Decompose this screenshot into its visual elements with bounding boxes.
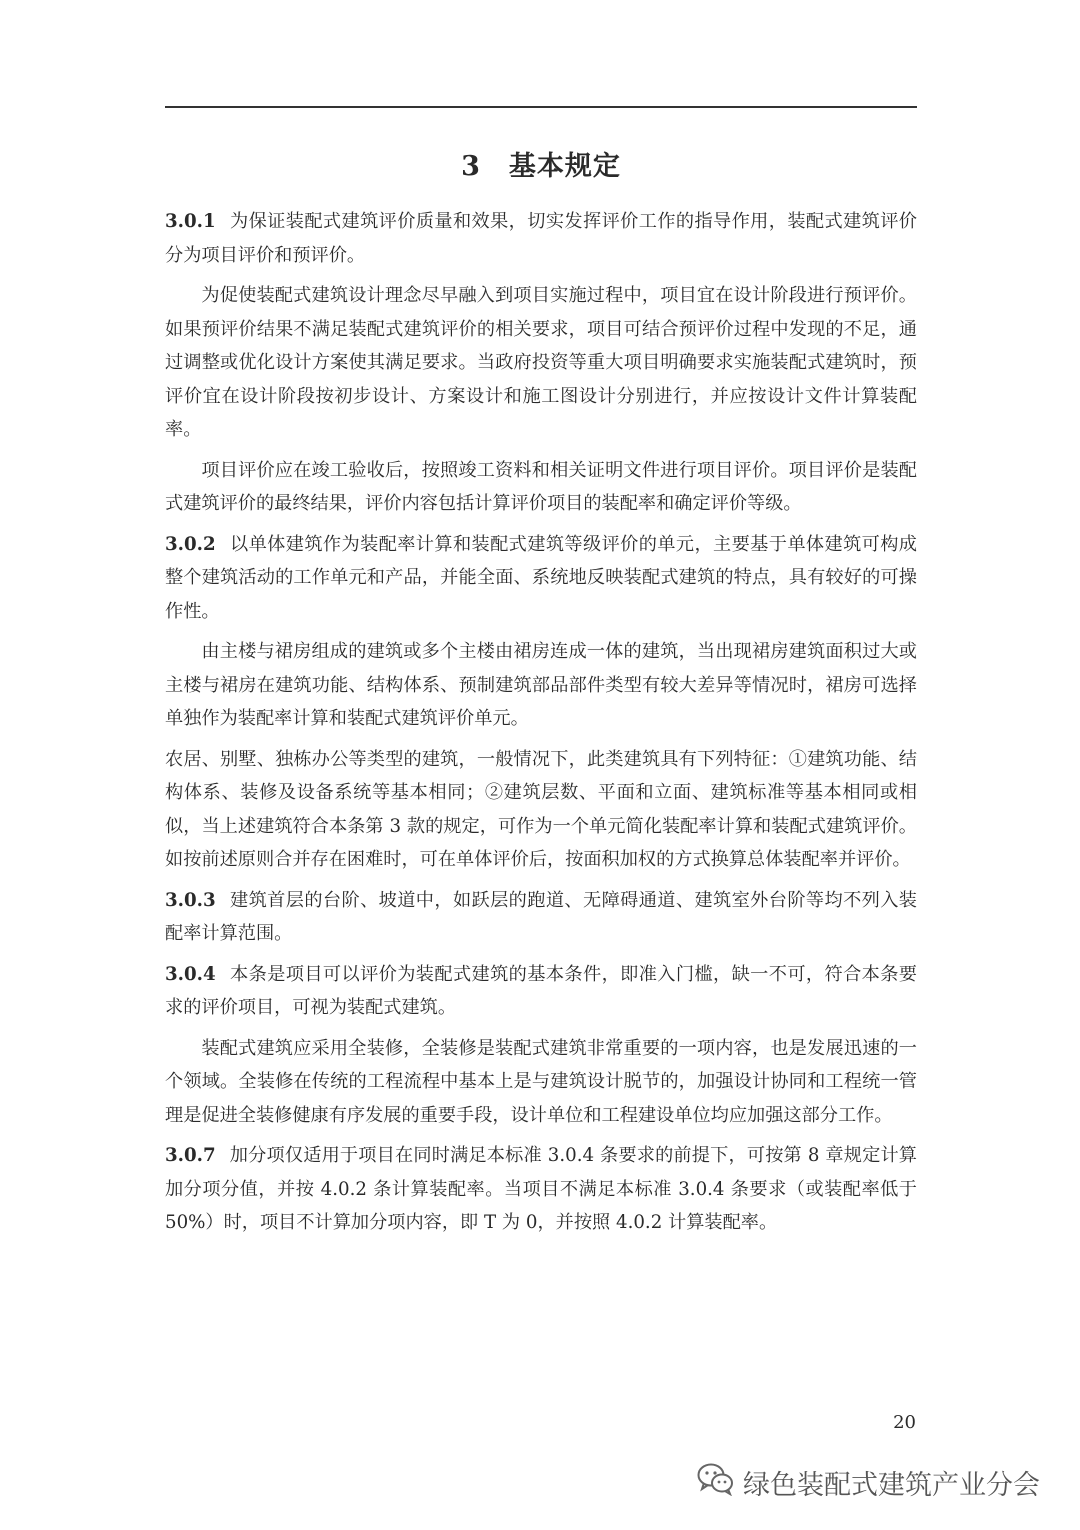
chapter-title: 3 基本规定 bbox=[461, 151, 621, 182]
wechat-icon bbox=[697, 1462, 735, 1503]
clause-text: 本条是项目可以评价为装配式建筑的基本条件，即准入门槛，缺一不可，符合本条要求的评价项目，可视为装配式建筑。 bbox=[165, 963, 917, 1018]
clause-number: 3.0.3 bbox=[165, 889, 216, 911]
clause-text: 建筑首层的台阶、坡道中，如跃层的跑道、无障碍通道、建筑室外台阶等均不列入装配率计算范围。 bbox=[165, 889, 917, 944]
paragraph: 由主楼与裙房组成的建筑或多个主楼由裙房连成一体的建筑，当出现裙房建筑面积过大或主楼与裙房在建筑功能、结构体系、预制建筑部品部件类型有较大差异等情况时，裙房可选择单独作为装配率计算和装配式建筑评价单元。 bbox=[165, 641, 917, 729]
clause-number: 3.0.1 bbox=[165, 211, 216, 232]
clause-number: 3.0.4 bbox=[165, 963, 216, 985]
watermark-text: 绿色装配式建筑产业分会 bbox=[743, 1469, 1040, 1501]
document-body bbox=[165, 198, 917, 1240]
watermark bbox=[697, 1462, 1040, 1502]
paragraph: 装配式建筑应采用全装修，全装修是装配式建筑非常重要的一项内容，也是发展迅速的一个领域。全装修在传统的工程流程中基本上是与建筑设计脱节的，加强设计协同和工程统一管理是促进全装修健康有序发展的重要手段，设计单位和工程建设单位均应加强这部分工作。 bbox=[165, 1037, 917, 1126]
clause-3-0-7 bbox=[165, 1139, 917, 1240]
page-number: 20 bbox=[893, 1412, 916, 1433]
paragraph: 为促使装配式建筑设计理念尽早融入到项目实施过程中，项目宜在设计阶段进行预评价。如果预评价结果不满足装配式建筑评价的相关要求，项目可结合预评价过程中发现的不足，通过调整或优化设计方案使其满足要求。当政府投资等重大项目明确要求实施装配式建筑时，预评价宜在设计阶段按初步设计、方案设计和施工图设计分别进行，并应按设计文件计算装配率。 bbox=[165, 285, 917, 440]
clause-text: 加分项仅适用于项目在同时满足本标准 3.0.4 条要求的前提下，可按第 8 章规定计算加分项分值，并按 4.0.2 条计算装配率。当项目不满足本标准 3.0.4 条要求（或装配率低于50%）时，项目不计算加分项内容，即 T 为 0，并按照 4.0.2 计算装配率。 bbox=[165, 1145, 917, 1233]
clause-3-0-2 bbox=[165, 528, 917, 629]
paragraph: 农居、别墅、独栋办公等类型的建筑，一般情况下，此类建筑具有下列特征：①建筑功能、结构体系、装修及设备系统等基本相同；②建筑层数、平面和立面、建筑标准等基本相同或相似，当上述建筑符合本条第 3 款的规定，可作为一个单元简化装配率计算和装配式建筑评价。如按前述原则合并存在困难时，可在单体评价后，按面积加权的方式换算总体装配率并评价。 bbox=[165, 748, 917, 870]
clause-text: 以单体建筑作为装配率计算和装配式建筑等级评价的单元，主要基于单体建筑可构成整个建筑活动的工作单元和产品，并能全面、系统地反映装配式建筑的特点，具有较好的可操作性。 bbox=[165, 533, 917, 622]
clause-3-0-3 bbox=[165, 884, 917, 951]
clause-3-0-4 bbox=[165, 958, 917, 1025]
clause-number: 3.0.7 bbox=[165, 1145, 216, 1166]
header-rule bbox=[165, 106, 917, 108]
paragraph: 项目评价应在竣工验收后，按照竣工资料和相关证明文件进行项目评价。项目评价是装配式建筑评价的最终结果，评价内容包括计算评价项目的装配率和确定评价等级。 bbox=[165, 459, 917, 514]
clause-3-0-1 bbox=[165, 205, 917, 272]
clause-text: 为保证装配式建筑评价质量和效果，切实发挥评价工作的指导作用，装配式建筑评价分为项目评价和预评价。 bbox=[165, 211, 917, 266]
clause-number: 3.0.2 bbox=[165, 533, 216, 555]
